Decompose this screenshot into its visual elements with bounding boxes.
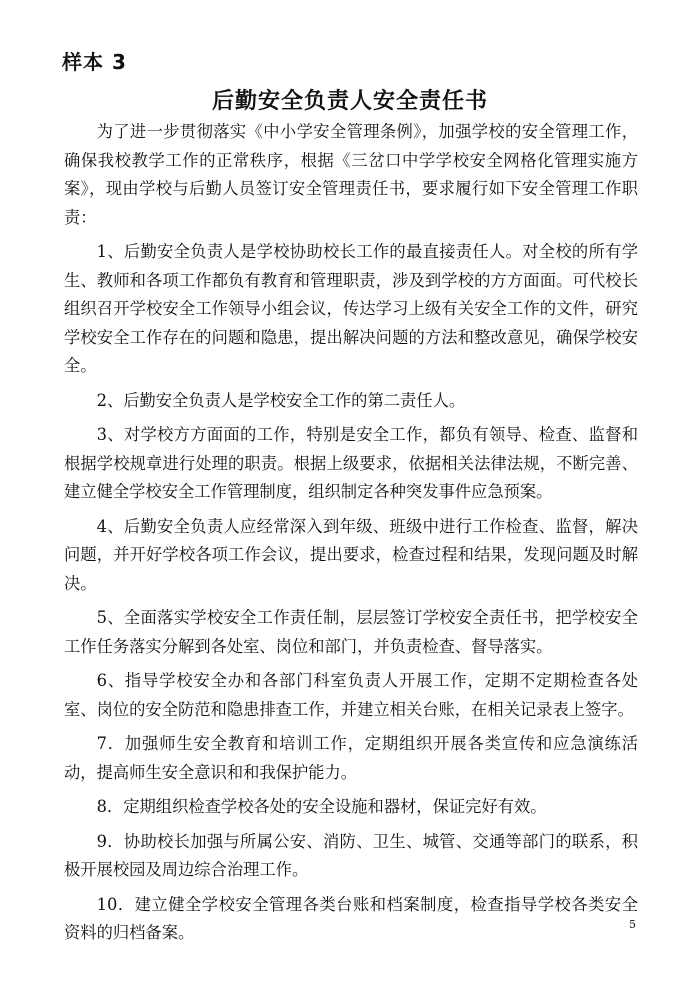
duty-item-1: 1、后勤安全负责人是学校协助校长工作的最直接责任人。对全校的所有学生、教师和各项工作都负有教育和管理职责，涉及到学校的方方面面。可代校长组织召开学校安全工作领导小组会议，传达学习上级有关安全工作的文件，研究学校安全工作存在的问题和隐患，提出解决问题的方法和整改意见，确保学校安全。 bbox=[64, 242, 638, 375]
duty-item-10: 10．建立健全学校安全管理各类台账和档案制度，检查指导学校各类安全资料的归档备案。 bbox=[64, 894, 638, 942]
duty-item-5: 5、全面落实学校安全工作责任制，层层签订学校安全责任书，把学校安全工作任务落实分解到各处室、岗位和部门，并负责检查、督导落实。 bbox=[64, 608, 638, 656]
intro-paragraph: 为了进一步贯彻落实《中小学安全管理条例》，加强学校的安全管理工作，确保我校教学工作的正常秩序，根据《三岔口中学学校安全网格化管理实施方案》，现由学校与后勤人员签订安全管理责任书，要求履行如下安全管理工作职责： bbox=[64, 122, 638, 227]
duty-item-3: 3、对学校方方面面的工作，特别是安全工作，都负有领导、检查、监督和根据学校规章进行处理的职责。根据上级要求，依据相关法律法规，不断完善、建立健全学校安全工作管理制度，组织制定各种突发事件应急预案。 bbox=[64, 425, 638, 501]
duty-item-9: 9．协助校长加强与所属公安、消防、卫生、城管、交通等部门的联系，积极开展校园及周边综合治理工作。 bbox=[64, 831, 638, 879]
duty-item-6: 6、指导学校安全办和各部门科室负责人开展工作，定期不定期检查各处室、岗位的安全防范和隐患排查工作，并建立相关台账，在相关记录表上签字。 bbox=[64, 671, 638, 719]
duty-item-2: 2、后勤安全负责人是学校安全工作的第二责任人。 bbox=[96, 390, 466, 410]
duty-item-8: 8．定期组织检查学校各处的安全设施和器材，保证完好有效。 bbox=[96, 797, 547, 816]
duty-item-7: 7．加强师生安全教育和培训工作，定期组织开展各类宣传和应急演练活动，提高师生安全意识和和我保护能力。 bbox=[64, 734, 638, 782]
sample-label: 样本 3 bbox=[62, 50, 127, 74]
document-body bbox=[64, 118, 638, 954]
page-number: 5 bbox=[629, 918, 636, 931]
duty-item-4: 4、后勤安全负责人应经常深入到年级、班级中进行工作检查、监督，解决问题，并开好学校各项工作会议，提出要求，检查过程和结果，发现问题及时解决。 bbox=[64, 516, 638, 593]
document-title: 后勤安全负责人安全责任书 bbox=[211, 89, 488, 114]
